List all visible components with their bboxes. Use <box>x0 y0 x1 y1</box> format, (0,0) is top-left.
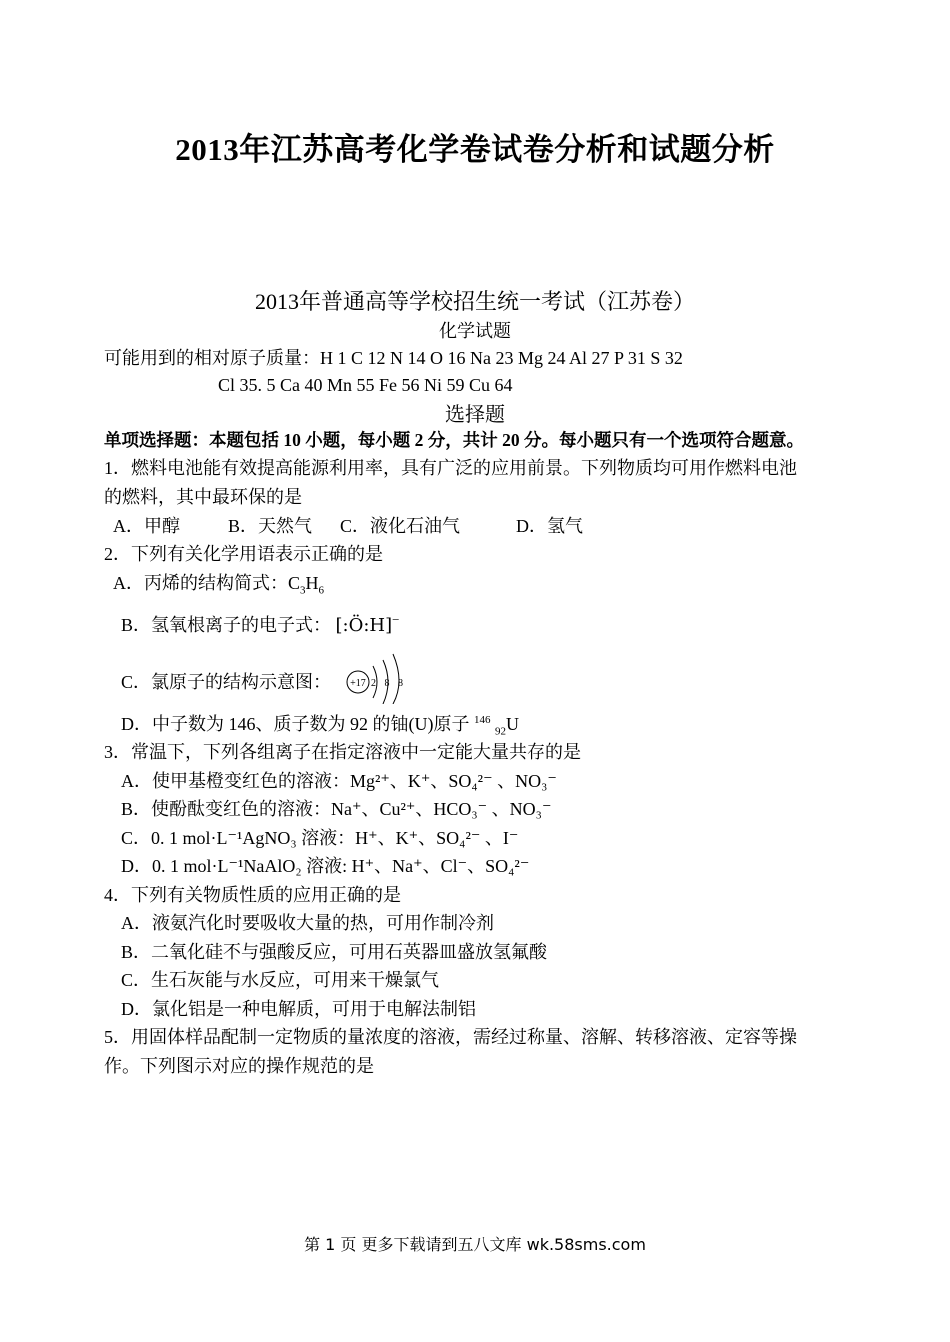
q3-option-a: A．使甲基橙变红色的溶液：Mg²⁺、K⁺、SO₄²⁻ 、NO₃⁻ <box>121 771 557 791</box>
q1-option-d: D．氢气 <box>516 516 583 536</box>
instructions: 单项选择题：本题包括 10 小题，每小题 2 分，共计 20 分。每小题只有一个选项符合题意。 <box>104 430 804 450</box>
q4-option-d: D．氯化铝是一种电解质，可用于电解法制铝 <box>121 999 476 1019</box>
q2-stem: 2．下列有关化学用语表示正确的是 <box>104 544 383 564</box>
uranium-mass-number: 146 <box>474 714 491 726</box>
q4-option-c: C．生石灰能与水反应，可用来干燥氯气 <box>121 970 440 990</box>
nucleus-charge: +17 <box>350 678 366 689</box>
atomic-mass-line-2: Cl 35. 5 Ca 40 Mn 55 Fe 56 Ni 59 Cu 64 <box>218 375 513 395</box>
q1-option-a: A．甲醇 <box>113 516 180 536</box>
q2-option-a-h: H <box>305 573 319 593</box>
q3-option-c: C．0. 1 mol·L⁻¹AgNO₃ 溶液：H⁺、K⁺、SO₄²⁻ 、I⁻ <box>121 828 519 848</box>
hydroxide-electron-formula: [:Ö:H] <box>335 615 393 636</box>
q2-option-b <box>121 613 400 638</box>
q1-stem-line-1: 1．燃料电池能有效提高能源利用率，具有广泛的应用前景。下列物质均可用作燃料电池 <box>104 458 797 478</box>
q1-stem-line-2: 的燃料，其中最环保的是 <box>104 487 302 507</box>
q2-option-b-text: B．氢氧根离子的电子式： <box>121 615 332 635</box>
q1-options <box>113 514 583 538</box>
q2-option-a-text: A．丙烯的结构简式：C <box>113 573 301 593</box>
exam-title: 2013年普通高等学校招生统一考试（江苏卷） <box>254 289 695 314</box>
chlorine-atom-structure-diagram <box>343 652 409 704</box>
q3-option-b: B．使酚酞变红色的溶液：Na⁺、Cu²⁺、HCO₃⁻ 、NO₃⁻ <box>121 799 552 819</box>
section-heading: 选择题 <box>445 404 505 426</box>
q2-option-c <box>121 670 331 694</box>
q2-option-c-text: C．氯原子的结构示意图： <box>121 672 332 692</box>
q3-stem: 3．常温下，下列各组离子在指定溶液中一定能大量共存的是 <box>104 742 581 762</box>
q4-stem: 4．下列有关物质性质的应用正确的是 <box>104 885 401 905</box>
q2-option-a-sub1: 3 <box>300 584 306 597</box>
uranium-symbol: U <box>506 714 519 734</box>
q5-stem-line-1: 5．用固体样品配制一定物质的量浓度的溶液，需经过称量、溶解、转移溶液、定容等操 <box>104 1027 797 1047</box>
q4-option-b: B．二氧化硅不与强酸反应，可用石英器皿盛放氢氟酸 <box>121 942 548 962</box>
q2-option-d-text: D．中子数为 146、质子数为 92 的铀(U)原子 <box>121 714 470 734</box>
subject-title: 化学试题 <box>439 321 511 341</box>
atomic-mass-line-1: 可能用到的相对原子质量：H 1 C 12 N 14 O 16 Na 23 Mg 24 Al 27 P 31 S 32 <box>104 348 683 368</box>
q5-stem-line-2: 作。下列图示对应的操作规范的是 <box>104 1056 374 1076</box>
q1-option-b: B．天然气 <box>228 516 313 536</box>
q1-option-c: C．液化石油气 <box>340 516 461 536</box>
q2-option-a <box>113 571 324 595</box>
document-title: 2013年江苏高考化学卷试卷分析和试题分析 <box>175 132 775 167</box>
q2-option-d <box>121 712 519 736</box>
q3-option-d: D．0. 1 mol·L⁻¹NaAlO₂ 溶液: H⁺、Na⁺、Cl⁻、SO₄²⁻ <box>121 856 530 876</box>
q2-option-a-sub2: 6 <box>318 584 325 597</box>
uranium-atomic-number: 92 <box>495 725 506 738</box>
electron-shell-counts: 2 8 8 <box>371 678 406 689</box>
q4-option-a: A．液氨汽化时要吸收大量的热，可用作制冷剂 <box>121 913 494 933</box>
hydroxide-charge: − <box>392 612 400 627</box>
page-footer[interactable]: 第 1 页 更多下载请到五八文库 wk.58sms.com <box>304 1235 646 1254</box>
